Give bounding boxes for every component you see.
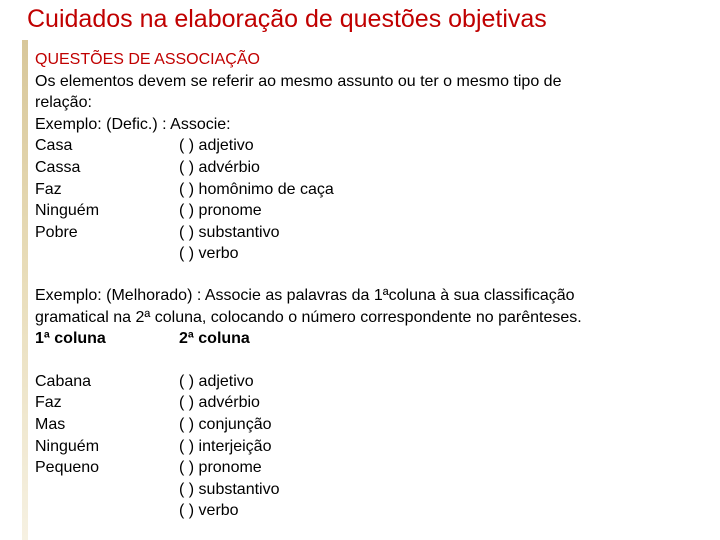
example2-association-list xyxy=(35,371,715,522)
column2-header: 2ª coluna xyxy=(179,330,250,348)
left-item: Ninguém xyxy=(35,202,100,220)
right-option: ( ) substantivo xyxy=(179,223,280,241)
right-option: ( ) homônimo de caça xyxy=(179,180,334,198)
example2-text: Exemplo: (Melhorado) : Associe as palavras da 1ªcoluna à sua classificação xyxy=(35,286,575,304)
right-option: ( ) advérbio xyxy=(179,394,260,412)
slide-title: Cuidados na elaboração de questões objetivas xyxy=(27,5,547,33)
right-option: ( ) conjunção xyxy=(179,415,272,433)
association-row xyxy=(35,392,715,414)
left-item xyxy=(35,500,179,522)
association-row xyxy=(35,200,715,222)
association-row xyxy=(35,135,715,157)
association-row xyxy=(35,157,715,179)
example1-label: Exemplo: (Defic.) : Associe: xyxy=(35,115,231,133)
example2-text: gramatical na 2ª coluna, colocando o número correspondente no parênteses. xyxy=(35,308,582,326)
left-item xyxy=(35,243,179,265)
association-row xyxy=(35,500,715,522)
right-option: ( ) adjetivo xyxy=(179,137,254,155)
right-option: ( ) verbo xyxy=(179,245,239,263)
association-row xyxy=(35,371,715,393)
right-option: ( ) pronome xyxy=(179,459,262,477)
slide-body xyxy=(35,49,715,522)
section-heading: QUESTÕES DE ASSOCIAÇÃO xyxy=(35,51,260,68)
column1-header: 1ª coluna xyxy=(35,330,106,348)
example2-column-headers xyxy=(35,328,715,350)
right-option: ( ) verbo xyxy=(179,502,239,520)
left-item: Faz xyxy=(35,180,62,198)
left-item: Mas xyxy=(35,415,66,433)
right-option: ( ) pronome xyxy=(179,202,262,220)
intro-line: Os elementos devem se referir ao mesmo assunto ou ter o mesmo tipo de xyxy=(35,72,562,90)
left-item: Pequeno xyxy=(35,459,100,477)
left-item: Ninguém xyxy=(35,437,100,455)
left-item: Pobre xyxy=(35,223,78,241)
left-item: Cabana xyxy=(35,372,92,390)
association-row xyxy=(35,479,715,501)
example1-association-list xyxy=(35,135,715,265)
left-item: Cassa xyxy=(35,158,81,176)
association-row xyxy=(35,457,715,479)
left-item xyxy=(35,479,179,501)
decorative-left-bar xyxy=(22,40,28,540)
left-item: Casa xyxy=(35,137,73,155)
right-option: ( ) interjeição xyxy=(179,437,272,455)
right-option: ( ) adjetivo xyxy=(179,372,254,390)
association-row xyxy=(35,179,715,201)
intro-line: relação: xyxy=(35,94,92,112)
association-row xyxy=(35,414,715,436)
right-option: ( ) advérbio xyxy=(179,158,260,176)
association-row xyxy=(35,243,715,265)
right-option: ( ) substantivo xyxy=(179,480,280,498)
association-row xyxy=(35,222,715,244)
left-item: Faz xyxy=(35,394,62,412)
association-row xyxy=(35,436,715,458)
